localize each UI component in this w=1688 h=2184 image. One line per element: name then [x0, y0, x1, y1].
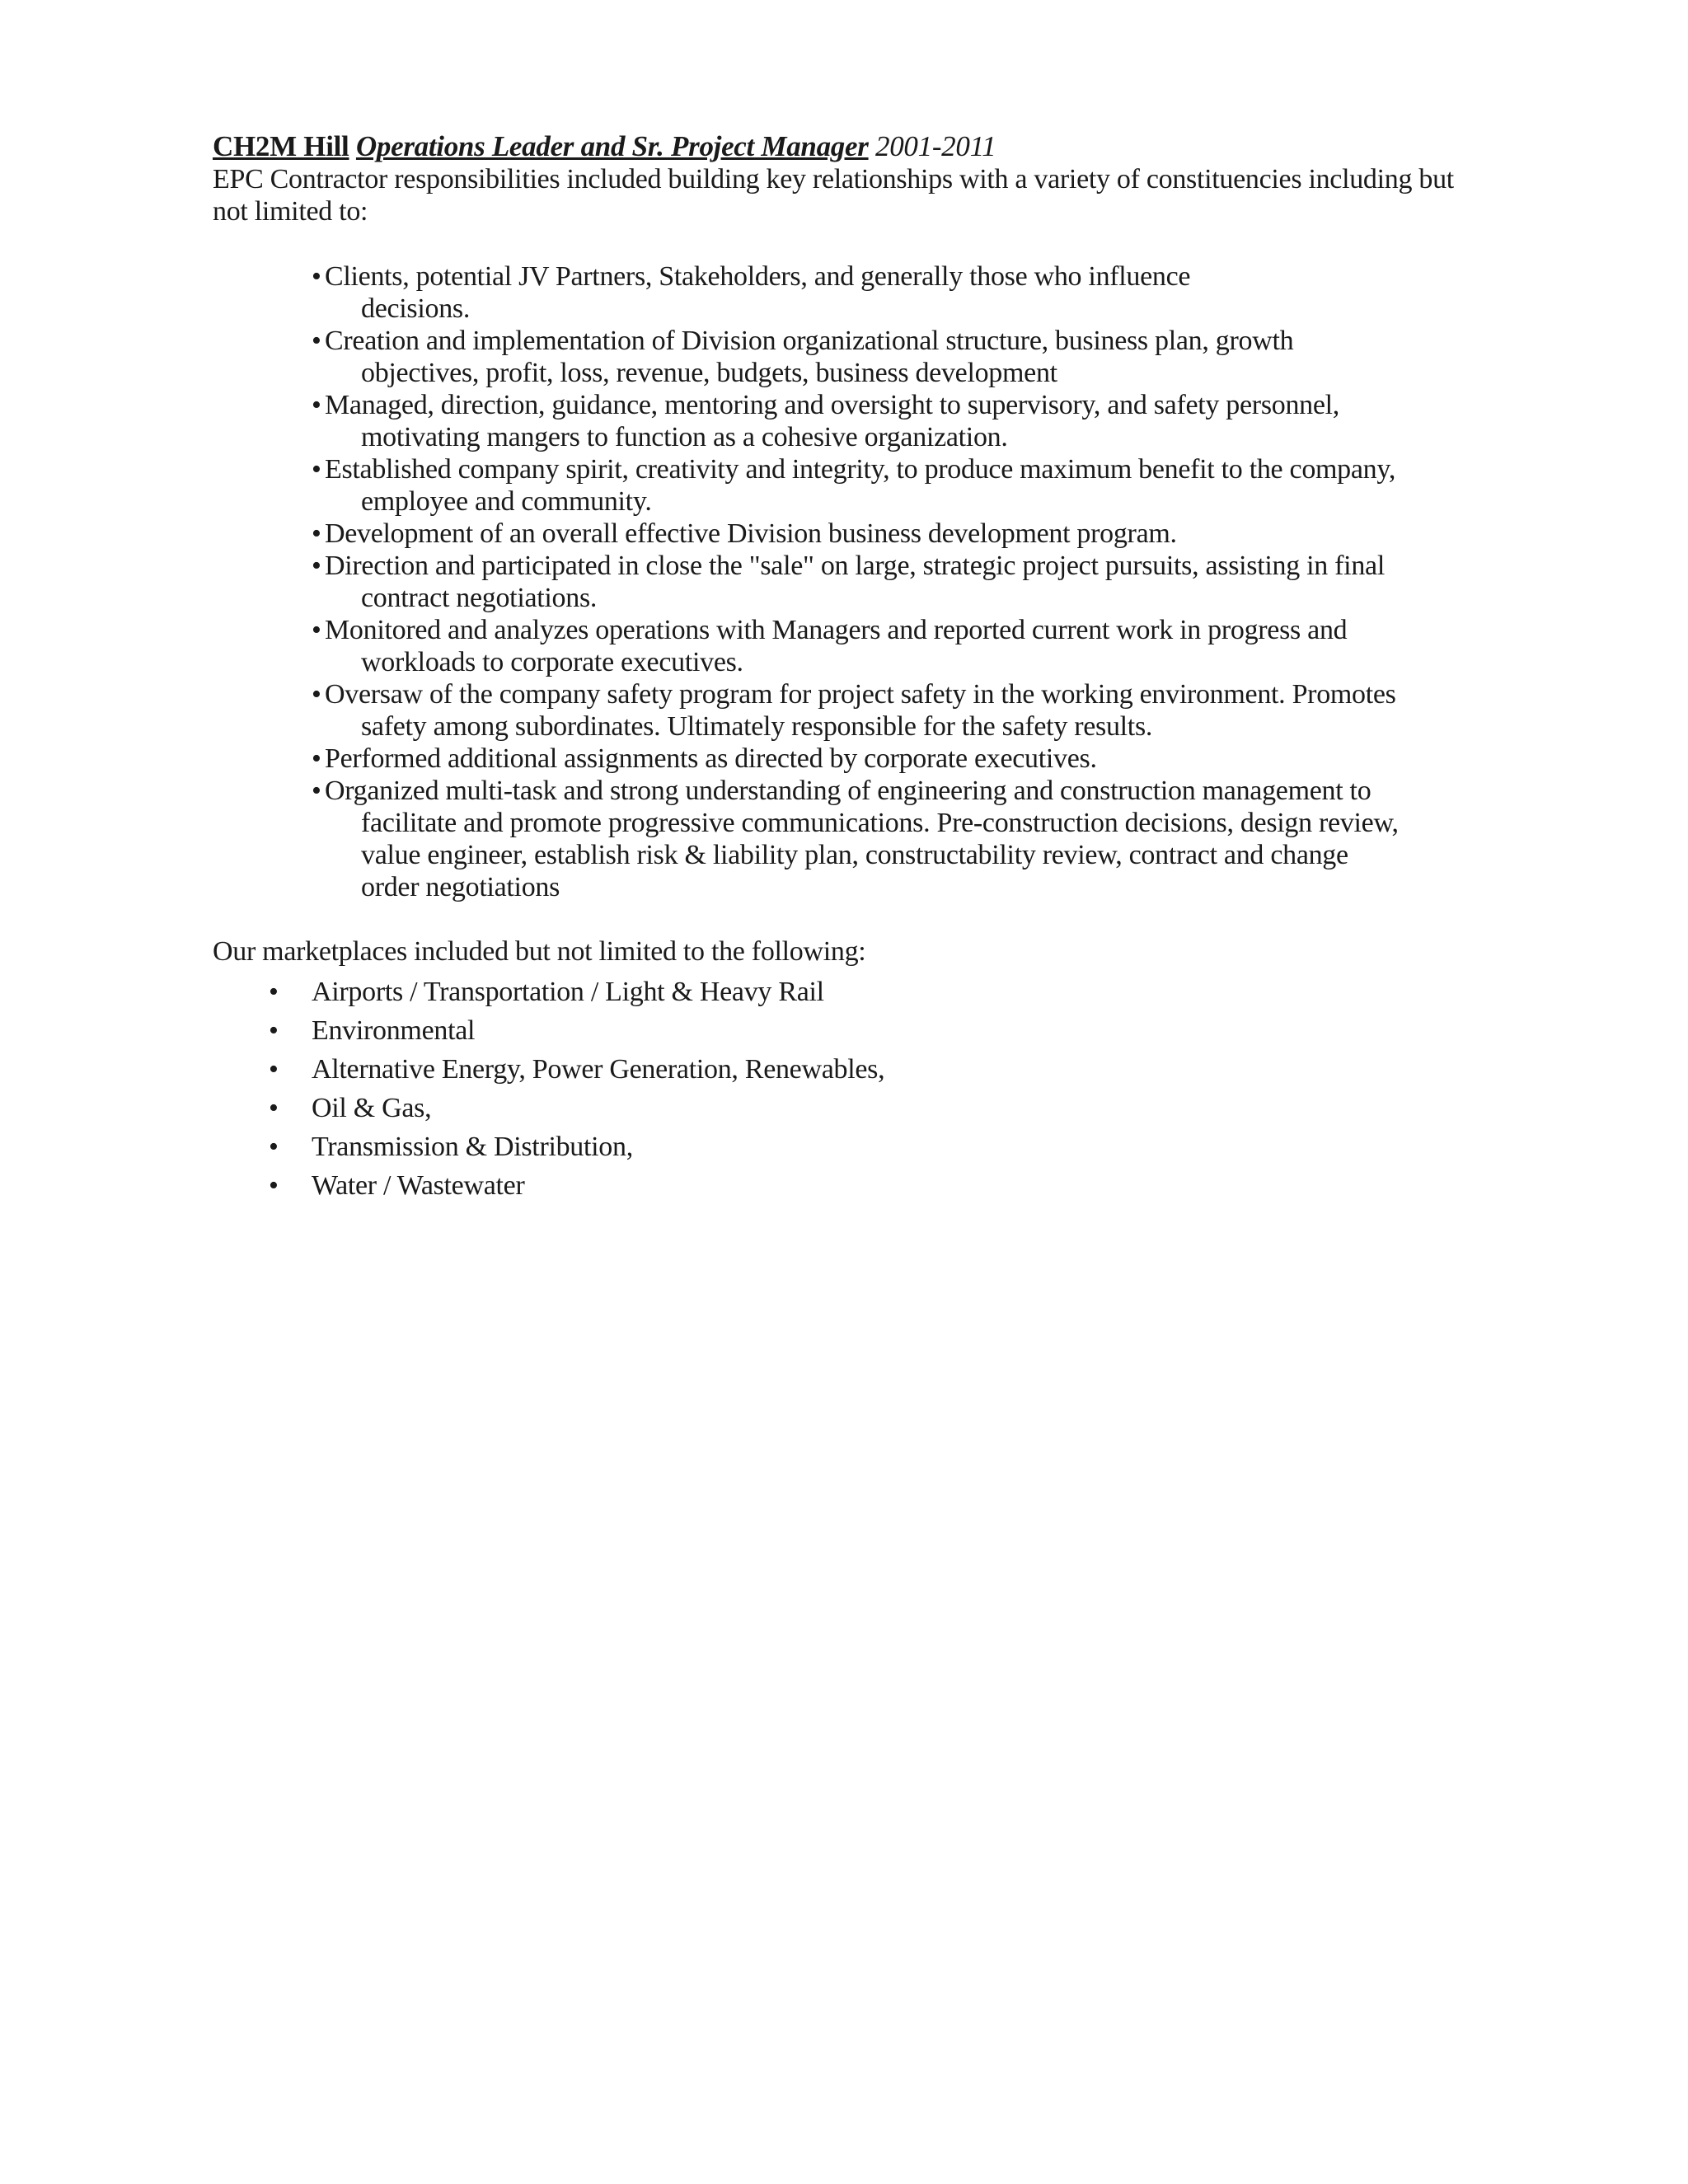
- responsibilities-list: [213, 260, 1531, 903]
- responsibility-text: Performed additional assignments as directed by corporate executives.: [325, 743, 1097, 774]
- bullet-icon: •: [269, 1170, 279, 1201]
- market-item: [213, 972, 1531, 1011]
- bullet-icon: •: [269, 977, 279, 1007]
- bullet-icon: •: [312, 743, 321, 774]
- job-heading: [213, 130, 1531, 163]
- responsibility-text: Monitored and analyzes operations with Managers and reported current work in progress and: [325, 615, 1348, 645]
- responsibility-text: Oversaw of the company safety program for project safety in the working environment. Promotes: [325, 679, 1396, 710]
- markets-list: [213, 972, 1531, 1205]
- bullet-icon: •: [312, 615, 321, 645]
- responsibility-text: Development of an overall effective Division business development program.: [325, 518, 1177, 549]
- market-item: [213, 1050, 1531, 1089]
- responsibility-text: Organized multi-task and strong understanding of engineering and construction management to: [325, 776, 1372, 806]
- market-label: Transmission & Distribution,: [312, 1132, 633, 1162]
- responsibility-item: [312, 743, 1531, 775]
- market-item: [213, 1127, 1531, 1166]
- market-label: Water / Wastewater: [312, 1170, 525, 1201]
- responsibility-text-continued: order negotiations: [361, 872, 560, 902]
- responsibility-text: Direction and participated in close the "sale" on large, strategic project pursuits, assisting in final: [325, 551, 1385, 581]
- responsibility-text: Creation and implementation of Division organizational structure, business plan, growth: [325, 326, 1294, 356]
- responsibility-text: Clients, potential JV Partners, Stakeholders, and generally those who influence: [325, 261, 1191, 292]
- bullet-icon: •: [269, 1015, 279, 1046]
- bullet-icon: •: [269, 1093, 279, 1123]
- bullet-icon: •: [312, 679, 321, 710]
- job-years: 2001-2011: [875, 130, 996, 162]
- responsibility-text: Established company spirit, creativity and integrity, to produce maximum benefit to the company,: [325, 454, 1396, 485]
- bullet-icon: •: [312, 326, 321, 356]
- bullet-icon: •: [269, 1054, 279, 1085]
- responsibility-item: [312, 518, 1531, 550]
- responsibility-item: [312, 678, 1531, 743]
- document-body: [213, 130, 1531, 1205]
- market-item: [213, 1011, 1531, 1050]
- responsibility-text-continued: motivating mangers to function as a cohesive organization.: [361, 422, 1008, 452]
- responsibility-text-continued: value engineer, establish risk & liability plan, constructability review, contract and change: [361, 840, 1348, 870]
- market-label: Oil & Gas,: [312, 1093, 432, 1123]
- market-item: [213, 1089, 1531, 1127]
- responsibility-item: [312, 260, 1531, 325]
- responsibility-item: [312, 614, 1531, 678]
- job-role: Operations Leader and Sr. Project Manager: [355, 130, 869, 162]
- responsibility-item: [312, 453, 1531, 518]
- responsibility-text-continued: employee and community.: [361, 486, 652, 517]
- markets-intro: Our marketplaces included but not limited to the following:: [213, 936, 866, 967]
- responsibility-text: Managed, direction, guidance, mentoring and oversight to supervisory, and safety personnel,: [325, 390, 1339, 420]
- market-label: Alternative Energy, Power Generation, Renewables,: [312, 1054, 885, 1085]
- bullet-icon: •: [312, 776, 321, 806]
- bullet-icon: •: [312, 551, 321, 581]
- intro-paragraph: EPC Contractor responsibilities included building key relationships with a variety of constituencies including but not limited to:: [213, 164, 1454, 227]
- bullet-icon: •: [269, 1132, 279, 1162]
- market-label: Environmental: [312, 1015, 476, 1046]
- responsibility-text-continued: decisions.: [361, 293, 471, 324]
- company-name: CH2M Hill: [213, 130, 349, 162]
- responsibility-item: [312, 775, 1531, 903]
- responsibility-text-continued: facilitate and promote progressive communications. Pre-construction decisions, design review,: [361, 808, 1399, 838]
- responsibility-item: [312, 325, 1531, 389]
- responsibility-text-continued: safety among subordinates. Ultimately responsible for the safety results.: [361, 711, 1153, 742]
- responsibility-text-continued: contract negotiations.: [361, 583, 598, 613]
- responsibility-item: [312, 389, 1531, 453]
- market-label: Airports / Transportation / Light & Heavy Rail: [312, 977, 824, 1007]
- responsibility-item: [312, 550, 1531, 614]
- market-item: [213, 1166, 1531, 1205]
- bullet-icon: •: [312, 454, 321, 485]
- responsibility-text-continued: objectives, profit, loss, revenue, budgets, business development: [361, 358, 1057, 388]
- bullet-icon: •: [312, 261, 321, 292]
- bullet-icon: •: [312, 518, 321, 549]
- bullet-icon: •: [312, 390, 321, 420]
- responsibility-text-continued: workloads to corporate executives.: [361, 647, 743, 677]
